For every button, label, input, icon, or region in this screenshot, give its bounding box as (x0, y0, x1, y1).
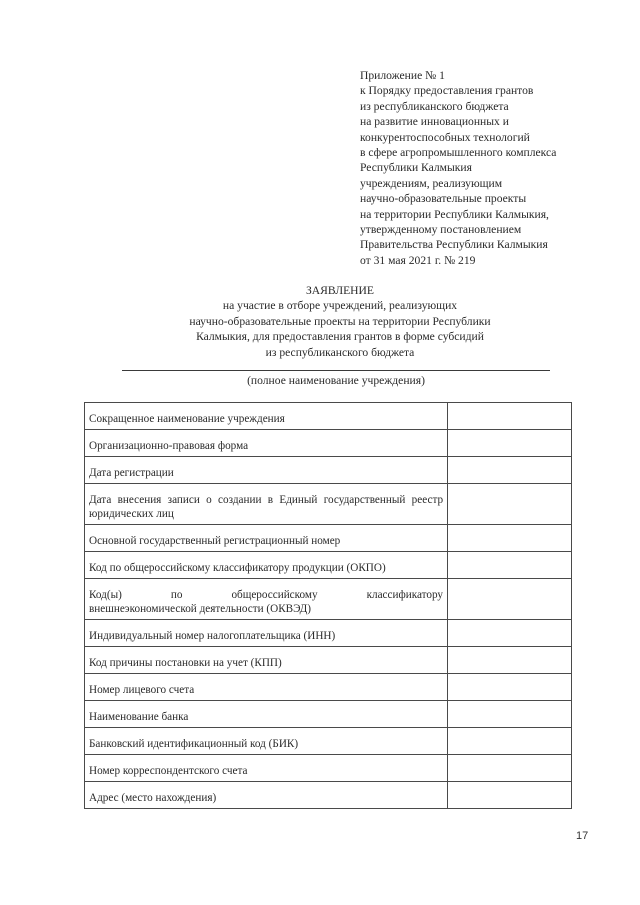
table-row (85, 782, 572, 809)
row-value (448, 484, 572, 525)
table-row (85, 457, 572, 484)
appendix-line: к Порядку предоставления грантов (360, 84, 534, 98)
subtitle-line: научно-образовательные проекты на территории Республики (189, 314, 491, 328)
row-label-word: общероссийскому (231, 589, 318, 601)
document-title: ЗАЯВЛЕНИЕ (306, 284, 374, 297)
subtitle-line: Калмыкия, для предоставления грантов в форме субсидий (196, 330, 484, 344)
row-label-line: внешнеэкономической деятельности (ОКВЭД) (89, 603, 311, 615)
table-row (85, 552, 572, 579)
subtitle-line: на участие в отборе учреждений, реализующих (222, 299, 458, 313)
table-row (85, 484, 572, 525)
row-value (448, 701, 572, 728)
appendix-line: Приложение № 1 (360, 69, 445, 82)
application-form-table (84, 402, 572, 809)
row-label: Код причины постановки на учет (КПП) (85, 647, 448, 674)
row-value (448, 647, 572, 674)
row-label: Код по общероссийскому классификатору продукции (ОКПО) (85, 552, 448, 579)
row-value (448, 782, 572, 809)
document-title-block (100, 283, 580, 360)
appendix-line: конкурентоспособных технологий (360, 130, 530, 144)
row-value (448, 403, 572, 430)
appendix-line: Правительства Республики Калмыкия (360, 238, 548, 252)
row-label-line (89, 588, 443, 602)
institution-name-line (122, 370, 550, 371)
row-value (448, 457, 572, 484)
subtitle-line: из республиканского бюджета (265, 345, 415, 359)
appendix-line: научно-образовательные проекты (360, 192, 527, 206)
row-label: Номер лицевого счета (85, 674, 448, 701)
row-value (448, 552, 572, 579)
row-label: Дата регистрации (85, 457, 448, 484)
table-row (85, 430, 572, 457)
row-value (448, 620, 572, 647)
row-value (448, 430, 572, 457)
appendix-line: на территории Республики Калмыкия, (360, 207, 549, 221)
row-value (448, 579, 572, 620)
row-label: Организационно-правовая форма (85, 430, 448, 457)
row-label: Дата внесения записи о создании в Единый государственный реестр юридических лиц (85, 484, 448, 525)
row-value (448, 755, 572, 782)
row-value (448, 525, 572, 552)
row-label: Основной государственный регистрационный номер (85, 525, 448, 552)
table-row (85, 701, 572, 728)
row-label-word: по (170, 589, 183, 601)
table-row (85, 647, 572, 674)
row-value (448, 674, 572, 701)
row-value (448, 728, 572, 755)
row-label: Наименование банка (85, 701, 448, 728)
table-row (85, 620, 572, 647)
appendix-line: утвержденному постановлением (360, 223, 522, 237)
table-row (85, 579, 572, 620)
appendix-line: от 31 мая 2021 г. № 219 (360, 253, 476, 267)
table-row (85, 755, 572, 782)
row-label: Номер корреспондентского счета (85, 755, 448, 782)
table-row (85, 728, 572, 755)
row-label: Банковский идентификационный код (БИК) (85, 728, 448, 755)
table-row (85, 403, 572, 430)
table-row (85, 525, 572, 552)
appendix-line: из республиканского бюджета (360, 99, 509, 113)
row-label-word: Код(ы) (89, 589, 122, 601)
row-label (85, 579, 448, 620)
page-number: 17 (576, 830, 589, 842)
appendix-header (360, 68, 620, 268)
appendix-line: на развитие инновационных и (360, 115, 509, 129)
row-label: Индивидуальный номер налогоплательщика (ИНН) (85, 620, 448, 647)
row-label-word: классификатору (366, 589, 444, 601)
appendix-line: учреждениям, реализующим (360, 176, 503, 190)
institution-name-caption: (полное наименование учреждения) (247, 374, 425, 387)
appendix-line: Республики Калмыкия (360, 161, 472, 175)
table-row (85, 674, 572, 701)
row-label: Сокращенное наименование учреждения (85, 403, 448, 430)
row-label: Адрес (место нахождения) (85, 782, 448, 809)
appendix-line: в сфере агропромышленного комплекса (360, 146, 557, 160)
